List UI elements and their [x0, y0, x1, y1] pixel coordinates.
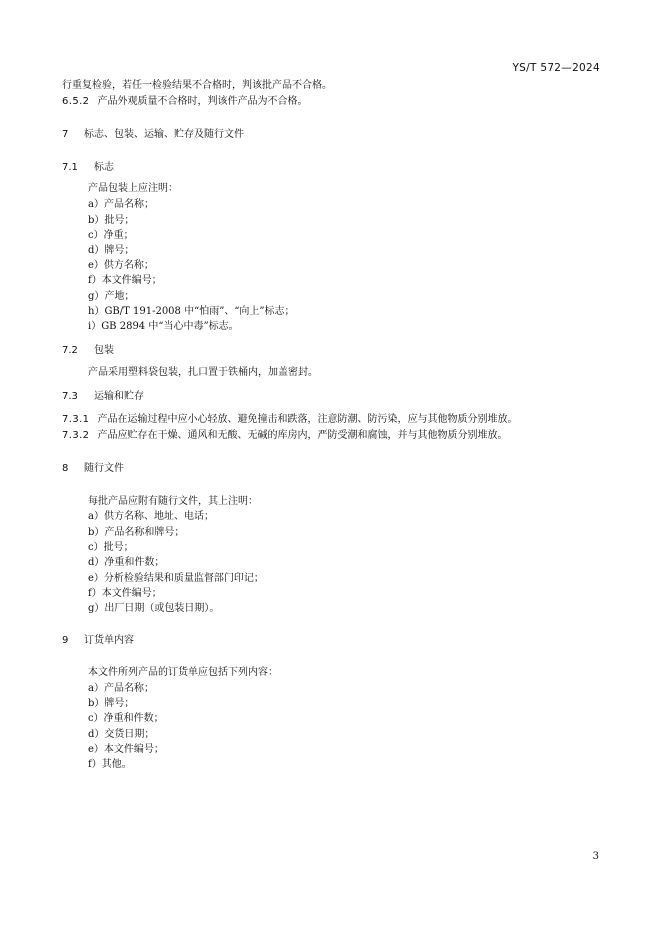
section-7-2-heading	[62, 344, 114, 358]
list-item: d）净重和件数；	[88, 557, 165, 568]
paragraph: 每批产品应附有随行文件，其上注明：	[88, 496, 258, 507]
clause-text: 产品应贮存在干燥、通风和无酸、无碱的库房内，严防受潮和腐蚀，并与其他物质分别堆放。	[97, 430, 508, 441]
section-number: 9	[62, 635, 69, 646]
section-7-3-heading	[62, 390, 144, 404]
list-item: e）供方名称；	[88, 260, 154, 271]
list-item: d）交货日期；	[88, 729, 155, 740]
list-item: f）其他。	[88, 759, 132, 770]
section-number: 8	[62, 463, 69, 474]
list-item: e）分析检验结果和质量监督部门印记；	[88, 573, 264, 584]
list-item: a）供方名称、地址、电话；	[88, 511, 214, 522]
section-number: 7.2	[62, 345, 78, 356]
page-number: 3	[592, 851, 599, 862]
list-item: a）产品名称；	[88, 199, 154, 210]
section-title: 随行文件	[84, 463, 124, 474]
clause-text: 产品在运输过程中应小心轻放、避免撞击和跌落，注意防潮、防污染，应与其他物质分别堆放。	[97, 414, 518, 425]
paragraph: 本文件所列产品的订货单应包括下列内容：	[88, 667, 278, 678]
list-item: b）批号；	[88, 215, 135, 226]
section-number: 7.3	[62, 391, 78, 402]
section-7-heading	[62, 128, 244, 142]
list-item: b）产品名称和牌号；	[88, 527, 185, 538]
list-item: e）本文件编号；	[88, 744, 164, 755]
clause-number: 6.5.2	[62, 96, 90, 107]
list-item: g）产地；	[88, 291, 135, 302]
section-8-heading	[62, 462, 124, 476]
clause-6-5-2	[62, 95, 307, 109]
clause-number: 7.3.2	[62, 430, 90, 441]
list-item: f）本文件编号；	[88, 588, 162, 599]
section-9-heading	[62, 634, 134, 648]
list-item: b）牌号；	[88, 698, 135, 709]
list-item: h）GB/T 191-2008 中“怕雨”、“向上”标志；	[88, 306, 295, 317]
paragraph: 产品采用塑料袋包装，扎口置于铁桶内，加盖密封。	[88, 367, 318, 378]
clause-7-3-2	[62, 429, 507, 443]
list-item: c）批号；	[88, 542, 134, 553]
clause-text: 产品外观质量不合格时，判该件产品为不合格。	[97, 96, 308, 107]
clause-number: 7.3.1	[62, 414, 90, 425]
list-item: d）牌号；	[88, 245, 135, 256]
clause-7-3-1	[62, 413, 517, 427]
paragraph: 产品包装上应注明：	[88, 183, 178, 194]
list-item: g）出厂日期（或包装日期）。	[88, 603, 220, 614]
list-item: f）本文件编号；	[88, 275, 162, 286]
list-item: a）产品名称；	[88, 683, 154, 694]
section-title: 标志、包装、运输、贮存及随行文件	[84, 129, 244, 140]
continued-clause-text: 行重复检验，若任一检验结果不合格时，判该批产品不合格。	[62, 80, 332, 91]
section-title: 运输和贮存	[94, 391, 144, 402]
section-title: 包装	[94, 345, 114, 356]
standard-code: YS/T 572—2024	[512, 62, 600, 74]
list-item: i）GB 2894 中“当心中毒”标志。	[88, 321, 239, 332]
section-title: 标志	[94, 162, 114, 173]
section-7-1-heading	[62, 161, 114, 175]
list-item: c）净重；	[88, 230, 134, 241]
list-item: c）净重和件数；	[88, 713, 164, 724]
section-number: 7.1	[62, 162, 78, 173]
section-number: 7	[62, 129, 69, 140]
section-title: 订货单内容	[84, 635, 134, 646]
